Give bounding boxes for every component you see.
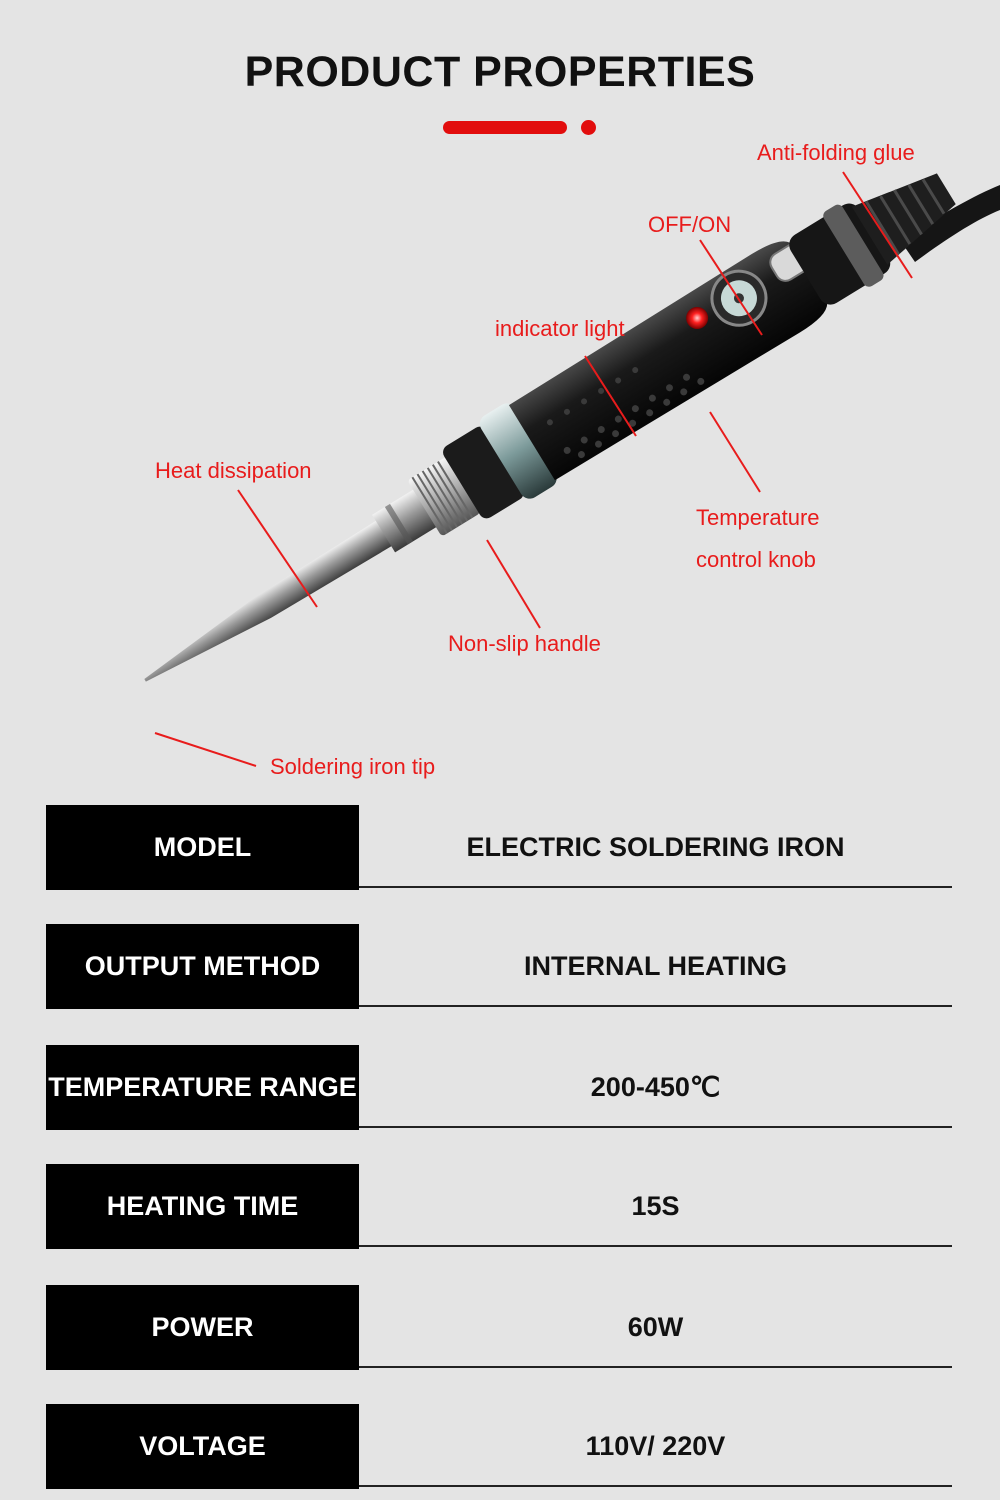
- spec-value: INTERNAL HEATING: [524, 951, 787, 981]
- spec-value: ELECTRIC SOLDERING IRON: [466, 832, 845, 862]
- spec-value: 15S: [631, 1191, 680, 1221]
- leader-temperature: [710, 412, 760, 492]
- spec-row-heating-time: [46, 1164, 952, 1250]
- spec-key: TEMPERATURE RANGE: [46, 1045, 359, 1130]
- spec-row-voltage: [46, 1404, 952, 1490]
- spec-underline: [359, 1245, 952, 1247]
- callout-temperature-line2: control knob: [696, 547, 816, 572]
- callout-non-slip-handle: Non-slip handle: [448, 631, 601, 656]
- leader-non-slip: [487, 540, 540, 628]
- spec-key: MODEL: [46, 805, 359, 890]
- spec-row-temperature-range: [46, 1045, 952, 1131]
- callout-heat-dissipation: Heat dissipation: [155, 458, 312, 483]
- callout-anti-folding-glue: Anti-folding glue: [757, 140, 915, 165]
- spec-row-output-method: [46, 924, 952, 1010]
- spec-key: POWER: [46, 1285, 359, 1370]
- callout-soldering-iron-tip: Soldering iron tip: [270, 754, 436, 779]
- spec-row-power: [46, 1285, 952, 1371]
- iron-tip: [137, 516, 400, 693]
- callout-off-on: OFF/ON: [648, 212, 732, 237]
- spec-row-model: [46, 805, 952, 891]
- spec-value: 200-450℃: [590, 1072, 721, 1102]
- callout-indicator-light: indicator light: [495, 316, 625, 341]
- spec-underline: [359, 886, 952, 888]
- spec-value: 60W: [627, 1312, 684, 1342]
- spec-key: HEATING TIME: [46, 1164, 359, 1249]
- spec-underline: [359, 1485, 952, 1487]
- spec-key: VOLTAGE: [46, 1404, 359, 1489]
- spec-underline: [359, 1366, 952, 1368]
- page-title: PRODUCT PROPERTIES: [244, 48, 756, 96]
- spec-underline: [359, 1126, 952, 1128]
- spec-key: OUTPUT METHOD: [46, 924, 359, 1009]
- callout-temperature-line1: Temperature: [696, 505, 820, 530]
- spec-underline: [359, 1005, 952, 1007]
- spec-value: 110V/ 220V: [585, 1431, 726, 1461]
- leader-tip: [155, 733, 256, 766]
